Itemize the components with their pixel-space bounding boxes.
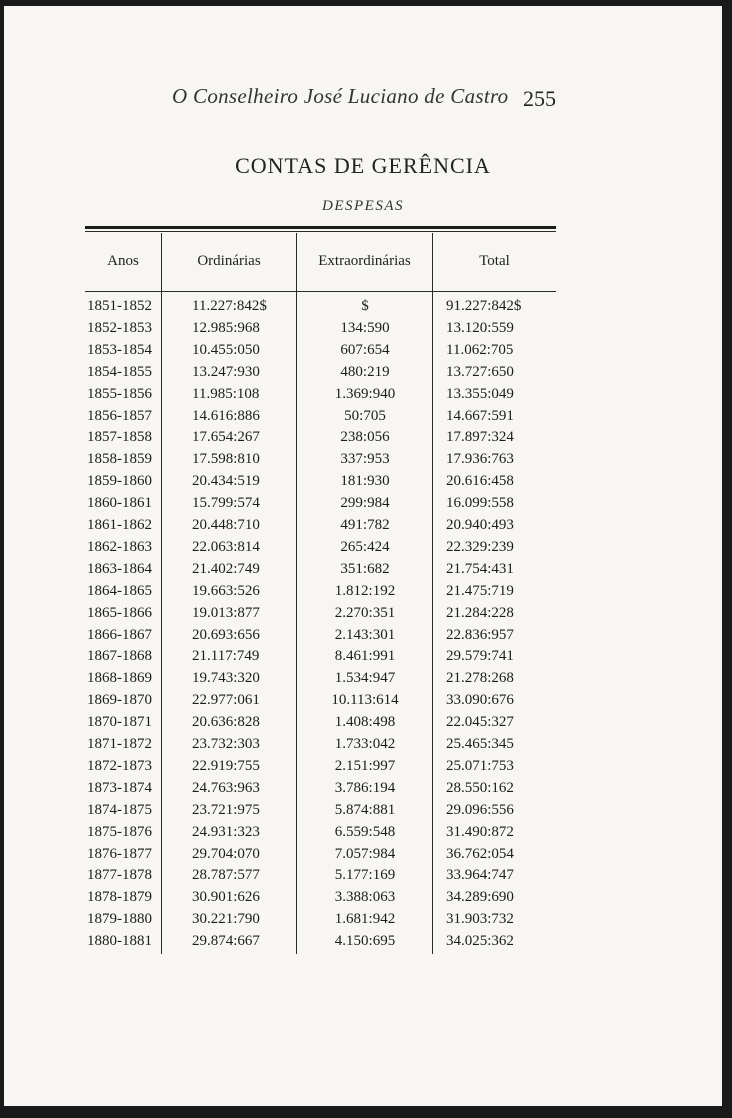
cell-total: 33.090:676: [446, 692, 514, 709]
cell-extraordinarias: 2.143:301: [334, 626, 396, 643]
cell-ano: 1865-1866: [87, 604, 152, 621]
cell-extraordinarias: 2.270:351: [334, 604, 396, 621]
cell-ordinarias: 20.693:656: [192, 626, 260, 643]
cell-extraordinarias: 1.534:947: [334, 670, 396, 687]
cell-ordinarias: 21.402:749: [192, 560, 260, 577]
cell-ordinarias: 23.721:975: [192, 801, 260, 818]
cell-total: 11.062:705: [446, 341, 514, 358]
cell-total: 16.099:558: [446, 495, 514, 512]
cell-extraordinarias: 4.150:695: [334, 933, 396, 950]
cell-ano: 1879-1880: [87, 911, 152, 928]
table-row: [4, 867, 722, 889]
table-row: [4, 451, 722, 473]
table-row: [4, 889, 722, 911]
cell-total: 17.936:763: [446, 451, 514, 468]
cell-ano: 1856-1857: [87, 407, 152, 424]
cell-ordinarias: 19.013:877: [192, 604, 260, 621]
table-row: [4, 408, 722, 430]
cell-ano: 1877-1878: [87, 867, 152, 884]
cell-ano: 1867-1868: [87, 648, 152, 665]
cell-ordinarias: 30.221:790: [192, 911, 260, 928]
cell-ordinarias: 19.743:320: [192, 670, 260, 687]
header-bottom-rule: [85, 291, 556, 292]
table-row: [4, 583, 722, 605]
cell-extraordinarias: 6.559:548: [334, 823, 396, 840]
cell-total: 91.227:842$: [446, 298, 522, 314]
cell-ordinarias: 23.732:303: [192, 736, 260, 752]
table-row: [4, 539, 722, 561]
cell-total: 21.754:431: [446, 560, 514, 577]
table-row: [4, 298, 722, 320]
cell-ano: 1851-1852: [87, 298, 152, 314]
column-header-total: Total: [479, 253, 510, 269]
cell-extraordinarias: 480:219: [340, 363, 390, 380]
cell-extraordinarias: 134:590: [340, 319, 390, 336]
table-row: [4, 692, 722, 714]
cell-ano: 1864-1865: [87, 582, 152, 599]
cell-total: 13.727:650: [446, 363, 514, 380]
cell-total: 22.836:957: [446, 626, 514, 643]
cell-ano: 1858-1859: [87, 451, 152, 468]
cell-extraordinarias: 3.786:194: [334, 779, 396, 796]
cell-extraordinarias: 10.113:614: [331, 692, 399, 709]
table-row: [4, 780, 722, 802]
table-row: [4, 473, 722, 495]
cell-ano: 1870-1871: [87, 714, 152, 731]
cell-total: 31.490:872: [446, 823, 514, 840]
cell-total: 17.897:324: [446, 429, 514, 446]
cell-ordinarias: 17.654:267: [192, 429, 260, 446]
cell-ordinarias: 22.977:061: [192, 692, 260, 709]
table-row: [4, 627, 722, 649]
table-row: [4, 386, 722, 408]
cell-ordinarias: 19.663:526: [192, 582, 260, 599]
cell-total: 22.045:327: [446, 714, 514, 731]
cell-ordinarias: 24.763:963: [192, 779, 260, 796]
cell-total: 22.329:239: [446, 538, 514, 555]
cell-ordinarias: 21.117:749: [192, 648, 260, 665]
cell-extraordinarias: 1.681:942: [334, 911, 396, 928]
cell-total: 31.903:732: [446, 911, 514, 928]
table-row: [4, 561, 722, 583]
cell-extraordinarias: 299:984: [340, 495, 390, 512]
cell-total: 25.465:345: [446, 736, 514, 752]
table-row: [4, 758, 722, 780]
table-top-rule: [85, 226, 556, 229]
cell-extraordinarias: 351:682: [340, 560, 390, 577]
cell-total: 33.964:747: [446, 867, 514, 884]
cell-total: 13.120:559: [446, 319, 514, 336]
cell-total: 20.940:493: [446, 517, 514, 533]
cell-total: 36.762:054: [446, 845, 514, 862]
table-top-rule-thin: [85, 231, 556, 232]
cell-extraordinarias: 2.151:997: [334, 757, 396, 774]
cell-ano: 1872-1873: [87, 757, 152, 774]
table-row: [4, 517, 722, 539]
cell-ano: 1863-1864: [87, 560, 152, 577]
cell-ordinarias: 20.448:710: [192, 517, 260, 533]
cell-extraordinarias: 337:953: [340, 451, 390, 468]
cell-extraordinarias: 1.733:042: [334, 736, 396, 752]
table-row: [4, 320, 722, 342]
cell-total: 21.284:228: [446, 604, 514, 621]
column-header-ordinarias: Ordinárias: [197, 253, 261, 269]
table-row: [4, 736, 722, 758]
running-title: O Conselheiro José Luciano de Castro: [172, 84, 509, 108]
cell-ordinarias: 14.616:886: [192, 407, 260, 424]
cell-ordinarias: 13.247:930: [192, 363, 260, 380]
cell-total: 25.071:753: [446, 757, 514, 774]
cell-ano: 1857-1858: [87, 429, 152, 446]
table-row: [4, 670, 722, 692]
cell-extraordinarias: 5.177:169: [334, 867, 396, 884]
cell-total: 14.667:591: [446, 407, 514, 424]
page-number: 255: [523, 86, 556, 111]
cell-ano: 1880-1881: [87, 933, 152, 950]
cell-ordinarias: 10.455:050: [192, 341, 260, 358]
cell-ordinarias: 12.985:968: [192, 319, 260, 336]
cell-total: 20.616:458: [446, 473, 514, 490]
cell-total: 28.550:162: [446, 779, 514, 796]
cell-total: 34.289:690: [446, 889, 514, 906]
table-title: CONTAS DE GERÊNCIA: [235, 153, 491, 178]
table-row: [4, 605, 722, 627]
book-page: [4, 6, 722, 1106]
cell-ordinarias: 29.874:667: [192, 933, 260, 950]
cell-extraordinarias: 265:424: [340, 538, 390, 555]
cell-ordinarias: 15.799:574: [192, 495, 260, 512]
cell-extraordinarias: 491:782: [340, 517, 390, 533]
cell-ano: 1876-1877: [87, 845, 152, 862]
table-subtitle: DESPESAS: [322, 198, 404, 214]
cell-ano: 1852-1853: [87, 319, 152, 336]
table-row: [4, 429, 722, 451]
cell-ordinarias: 22.919:755: [192, 757, 260, 774]
cell-ano: 1853-1854: [87, 341, 152, 358]
cell-ordinarias: 11.227:842$: [192, 298, 267, 314]
cell-ano: 1859-1860: [87, 473, 152, 490]
cell-total: 21.278:268: [446, 670, 514, 687]
cell-ordinarias: 30.901:626: [192, 889, 260, 906]
table-row: [4, 714, 722, 736]
cell-total: 29.579:741: [446, 648, 514, 665]
cell-extraordinarias: 181:930: [340, 473, 390, 490]
cell-ano: 1855-1856: [87, 385, 152, 402]
cell-ano: 1874-1875: [87, 801, 152, 818]
cell-ordinarias: 11.985:108: [192, 385, 260, 402]
cell-extraordinarias: 5.874:881: [334, 801, 396, 818]
table-row: [4, 933, 722, 955]
cell-ordinarias: 24.931:323: [192, 823, 260, 840]
table-row: [4, 911, 722, 933]
table-row: [4, 364, 722, 386]
table-row: [4, 342, 722, 364]
cell-ano: 1868-1869: [87, 670, 152, 687]
cell-extraordinarias: 1.812:192: [334, 582, 396, 599]
cell-ano: 1854-1855: [87, 363, 152, 380]
table-row: [4, 648, 722, 670]
cell-extraordinarias: 238:056: [340, 429, 390, 446]
cell-ano: 1875-1876: [87, 823, 152, 840]
cell-extraordinarias: 7.057:984: [334, 845, 396, 862]
column-header-extraordinarias: Extraordinárias: [318, 253, 411, 269]
cell-ordinarias: 22.063:814: [192, 538, 260, 555]
cell-ordinarias: 17.598:810: [192, 451, 260, 468]
cell-extraordinarias: 8.461:991: [334, 648, 396, 665]
cell-total: 29.096:556: [446, 801, 514, 818]
cell-ordinarias: 28.787:577: [192, 867, 260, 884]
table-row: [4, 824, 722, 846]
cell-extraordinarias: 50:705: [344, 407, 386, 424]
column-header-anos: Anos: [107, 253, 139, 269]
cell-ano: 1861-1862: [87, 517, 152, 533]
cell-ordinarias: 20.434:519: [192, 473, 260, 490]
cell-ano: 1860-1861: [87, 495, 152, 512]
cell-extraordinarias: 1.369:940: [334, 385, 396, 402]
cell-extraordinarias: 3.388:063: [334, 889, 396, 906]
cell-ano: 1873-1874: [87, 779, 152, 796]
cell-ano: 1871-1872: [87, 736, 152, 752]
cell-ano: 1869-1870: [87, 692, 152, 709]
cell-total: 21.475:719: [446, 582, 514, 599]
cell-extraordinarias: 607:654: [340, 341, 390, 358]
cell-extraordinarias: 1.408:498: [334, 714, 396, 731]
cell-extraordinarias: $: [361, 298, 369, 314]
cell-ano: 1878-1879: [87, 889, 152, 906]
cell-total: 34.025:362: [446, 933, 514, 950]
cell-ano: 1866-1867: [87, 626, 152, 643]
cell-ordinarias: 29.704:070: [192, 845, 260, 862]
table-row: [4, 495, 722, 517]
cell-ordinarias: 20.636:828: [192, 714, 260, 731]
cell-total: 13.355:049: [446, 385, 514, 402]
cell-ano: 1862-1863: [87, 538, 152, 555]
table-row: [4, 846, 722, 868]
table-row: [4, 802, 722, 824]
